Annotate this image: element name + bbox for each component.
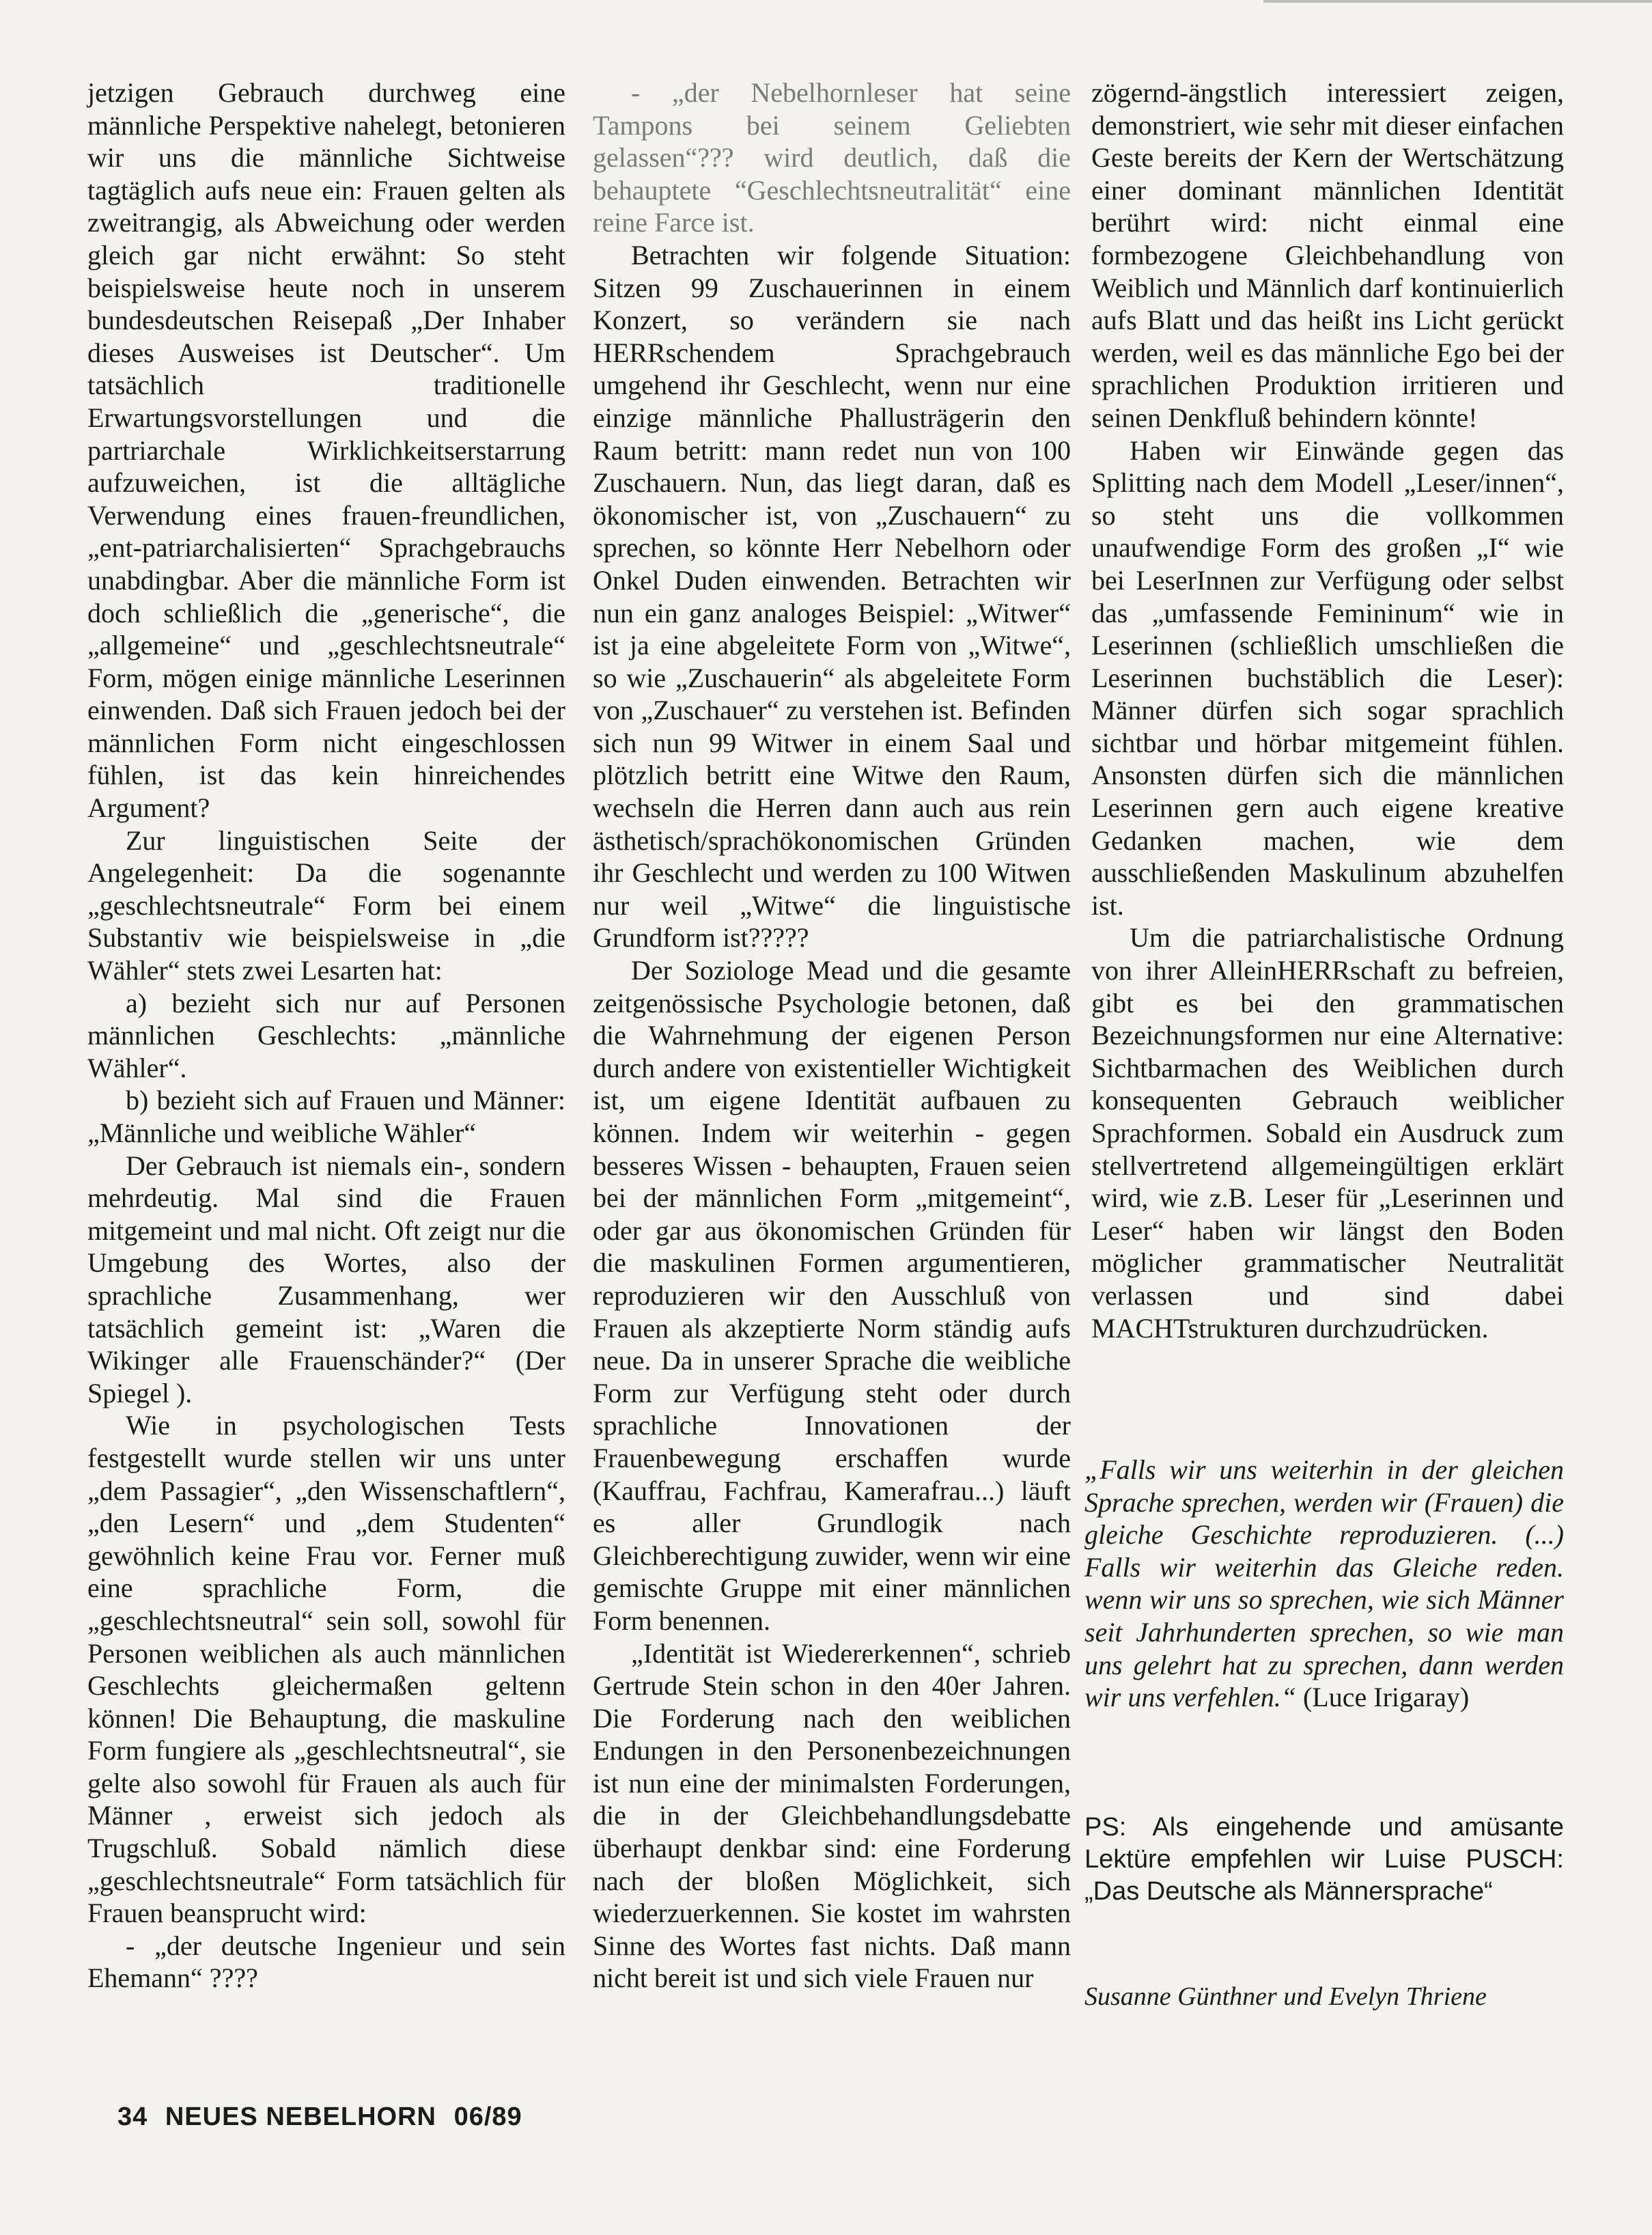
issue-number: 06/89 — [453, 2102, 522, 2131]
paragraph: Betrachten wir folgende Situation: Sitzen 99 Zuschauerinnen in einem Konzert, so verändern sie nach HERRschendem Sprachgebrauch umgehend ihr Geschlecht, wenn nur eine einzige männliche Phallusträgerin den Raum betritt: mann redet nun von 100 Zuschauern. Nun, das liegt daran, daß es ökonomischer ist, von „Zuschauern“ zu sprechen, so könnte Herr Nebelhorn oder Onkel Duden einwenden. Betrachten wir nun ein ganz analoges Beispiel: „Witwer“ ist ja eine abgeleitete Form von „Witwe“, so wie „Zuschauerin“ als abgeleitete Form von „Zuschauer“ zu verstehen ist. Befinden sich nun 99 Witwer in einem Saal und plötzlich betritt eine Witwe den Raum, wechseln die Herren dann auch aus rein ästhetisch/sprachökonomischen Gründen ihr Geschlecht und werden zu 100 Witwen nur weil „Witwe“ die linguistische Grundform ist????? — [593, 239, 1071, 954]
postscript — [1084, 1811, 1564, 1908]
list-item-b: b) bezieht sich auf Frauen und Männer: „Männliche und weibliche Wähler“ — [87, 1085, 565, 1148]
paragraph: Um die patriarchalistische Ordnung von ihrer AlleinHERRschaft zu befreien, gibt es bei den grammatischen Bezeichnungsformen nur eine Alternative: Sichtbarmachen des Weiblichen durch konsequenten Gebrauch weiblicher Sprachformen. Sobald ein Ausdruck zum stellvertretend allgemeingültigen erklärt wird, wie z.B. Leser für „Leserinnen und Leser“ haben wir längst den Boden möglicher grammatischer Neutralität verlassen und sind dabei MACHTstrukturen durchzudrücken. — [1091, 922, 1564, 1344]
paragraph: - „der Nebelhornleser hat seine Tampons bei seinem Geliebten gelassen“??? wird deutlich, daß die behauptete “Geschlechtsneutralität“ eine reine Farce ist. — [593, 77, 1071, 238]
paragraph: „Identität ist Wiedererkennen“, schrieb Gertrude Stein schon in den 40er Jahren. Die Forderung nach den weiblichen Endungen in den Personenbezeichnungen ist nun eine der minimalsten Forderungen, die in der Gleichbehandlungsdebatte überhaupt denkbar sind: eine Forderung nach der bloßen Möglichkeit, sich wiederzuerkennen. Sie kostet im wahrsten Sinne des Wortes fast nichts. Daß mann nicht bereit ist und sich viele Frauen nur — [593, 1637, 1071, 1994]
paragraph: jetzigen Gebrauch durchweg eine männliche Perspektive nahelegt, betonieren wir uns die männliche Sichtweise tagtäglich aufs neue ein: Frauen gelten als zweitrangig, als Abweichung oder werden gleich gar nicht erwähnt: So steht beispielsweise heute noch in unserem bundesdeutschen Reisepaß „Der Inhaber dieses Ausweises ist Deutscher“. Um tatsächlich traditionelle Erwartungsvorstellungen und die partriarchale Wirklichkeitserstarrung aufzuweichen, ist die alltägliche Verwendung eines frauen-freundlichen, „ent-patriarchalisierten“ Sprachgebrauchs unabdingbar. Aber die männliche Form ist doch schließlich die „generische“, die „allgemeine“ und „geschlechtsneutrale“ Form, mögen einige männliche Leserinnen einwenden. Daß sich Frauen jedoch bei der männlichen Form nicht eingeschlossen fühlen, ist das kein hinreichendes Argument? — [87, 77, 565, 824]
paragraph: Zur linguistischen Seite der Angelegenheit: Da die sogenannte „geschlechtsneutrale“ Form bei einem Substantiv wie beispielsweise in „die Wähler“ stets zwei Lesarten hat: — [87, 824, 565, 986]
top-edge-rule — [1263, 0, 1652, 3]
author-credit: Susanne Günthner und Evelyn Thriene — [1084, 1982, 1487, 2011]
list-item-a: a) bezieht sich nur auf Personen männlichen Geschlechts: „männliche Wähler“. — [87, 987, 565, 1083]
page-number: 34 — [117, 2102, 148, 2131]
quote-text: „Falls wir uns weiterhin in der gleichen Sprache sprechen, werden wir (Frauen) die gleiche Geschichte reproduzieren. (...) Falls wir weiterhin das Gleiche reden. wenn wir uns so sprechen, wie sich Männer seit Jahrhunderten sprechen, so wie man uns gelehrt hat zu sprechen, dann werden wir uns verfehlen.“ — [1084, 1454, 1564, 1713]
example-line: - „der deutsche Ingenieur und sein Ehemann“ ???? — [87, 1930, 565, 1994]
page-footer — [117, 2102, 532, 2132]
article-column-2 — [593, 77, 1071, 1995]
paragraph: Wie in psychologischen Tests festgestellt wurde stellen wir uns unter „dem Passagier“, „den Wissenschaftlern“, „den Lesern“ und „dem Studenten“ gewöhnlich keine Frau vor. Ferner muß eine sprachliche Form, die „geschlechtsneutral“ sein soll, sowohl für Personen weiblichen als auch männlichen Geschlechts gleichermaßen geltenn können! Die Behauptung, die maskuline Form fungiere als „geschlechtsneutral“, sie gelte also sowohl für Frauen als auch für Männer , erweist sich jedoch als Trugschluß. Sobald nämlich diese „geschlechtsneutrale“ Form tatsächlich für Frauen beansprucht wird: — [87, 1410, 565, 1929]
postscript-text: PS: Als eingehende und amüsante Lektüre empfehlen wir Luise PUSCH: „Das Deutsche als Männersprache“ — [1084, 1813, 1564, 1906]
quote-attribution: (Luce Irigaray) — [1302, 1682, 1470, 1713]
irigaray-quote — [1084, 1454, 1564, 1714]
paragraph: Haben wir Einwände gegen das Splitting nach dem Modell „Leser/innen“, so steht uns die vollkommen unaufwendige Form des großen „I“ wie bei LeserInnen zur Verfügung oder selbst das „umfassende Femininum“ wie in Leserinnen (schließlich umschließen die Leserinnen buchstäblich die Leser): Männer dürfen sich sogar sprachlich sichtbar und hörbar mitgemeint fühlen. Ansonsten dürfen sich die männlichen Leserinnen gern auch eigene kreative Gedanken machen, wie dem ausschließenden Maskulinum abzuhelfen ist. — [1091, 434, 1564, 921]
paragraph: Der Soziologe Mead und die gesamte zeitgenössische Psychologie betonen, daß die Wahrnehmung der eigenen Person durch andere von existentieller Wichtigkeit ist, um eigene Identität aufbauen zu können. Indem wir weiterhin - gegen besseres Wissen - behaupten, Frauen seien bei der männlichen Form „mitgemeint“, oder gar aus ökonomischen Gründen für die maskulinen Formen argumentieren, reproduzieren wir den Ausschluß von Frauen als akzeptierte Norm ständig aufs neue. Da in unserer Sprache die weibliche Form zur Verfügung steht oder durch sprachliche Innovationen der Frauenbewegung erschaffen wurde (Kauffrau, Fachfrau, Kamerafrau...) läuft es aller Grundlogik nach Gleichberechtigung zuwider, wenn wir eine gemischte Gruppe mit einer männlichen Form benennen. — [593, 955, 1071, 1636]
magazine-name: NEUES NEBELHORN — [165, 2102, 436, 2131]
article-column-1 — [87, 77, 565, 1995]
paragraph: zögernd-ängstlich interessiert zeigen, demonstriert, wie sehr mit dieser einfachen Geste bereits der Kern der Wertschätzung einer dominant männlichen Identität berührt wird: nicht einmal eine formbezogene Gleichbehandlung von Weiblich und Männlich darf kontinuierlich aufs Blatt und das heißt ins Licht gerückt werden, weil es das männliche Ego bei der sprachlichen Produktion irritieren und seinen Denkfluß behindern könnte! — [1091, 77, 1564, 433]
article-column-3 — [1091, 77, 1564, 1344]
paragraph: Der Gebrauch ist niemals ein-, sondern mehrdeutig. Mal sind die Frauen mitgemeint und mal nicht. Oft zeigt nur die Umgebung des Wortes, also der sprachliche Zusammenhang, wer tatsächlich gemeint ist: „Waren die Wikinger alle Frauenschänder?“ (Der Spiegel ). — [87, 1150, 565, 1408]
